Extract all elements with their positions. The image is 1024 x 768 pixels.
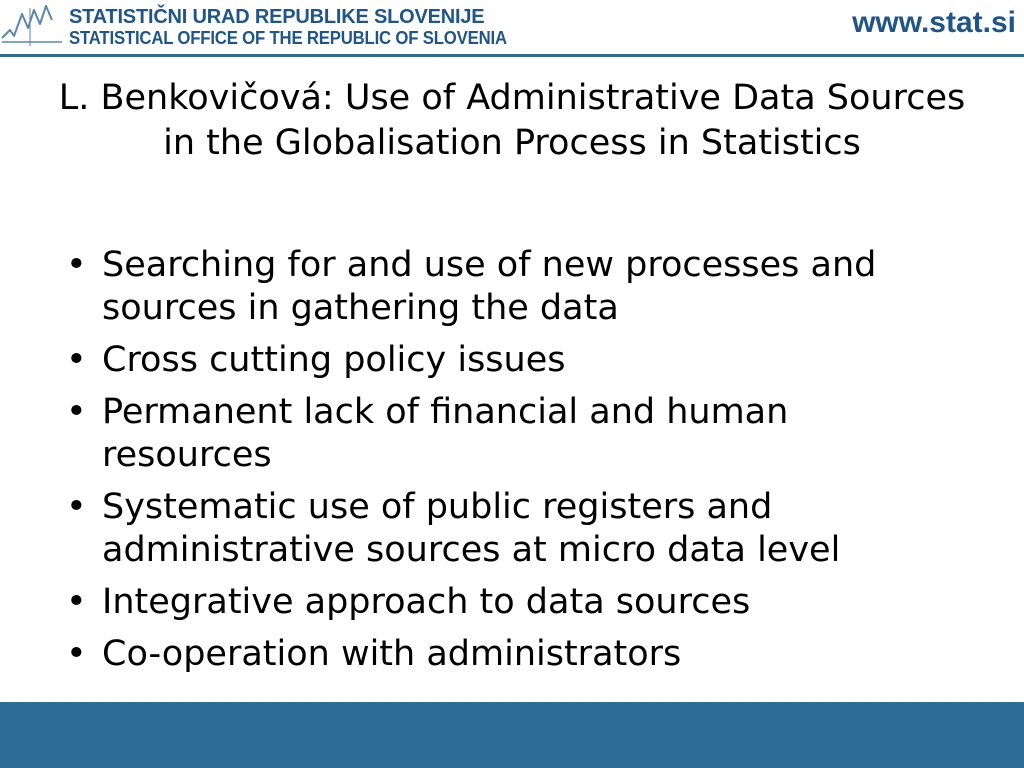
bullet-text: Searching for and use of new processes and sources in gathering the data	[102, 245, 877, 328]
organization-name	[69, 6, 540, 48]
bullet-item	[60, 339, 960, 382]
bullet-text: Systematic use of public registers and administrative sources at micro data level	[102, 487, 841, 570]
organization-name-english: STATISTICAL OFFICE OF THE REPUBLIC OF SLOVENIA	[69, 28, 507, 48]
trend-line-logo-icon	[0, 2, 64, 50]
bullet-marker: •	[66, 582, 87, 622]
header-divider	[0, 54, 1024, 57]
bullet-marker: •	[66, 487, 87, 527]
bullet-item	[60, 486, 960, 572]
bullet-text: Cross cutting policy issues	[102, 340, 566, 380]
bullet-marker: •	[66, 392, 87, 432]
bullet-text: Co-operation with administrators	[102, 634, 682, 674]
organization-name-slovenian: STATISTIČNI URAD REPUBLIKE SLOVENIJE	[69, 6, 485, 28]
bullet-list	[60, 244, 960, 685]
bullet-item	[60, 391, 960, 477]
bullet-text: Permanent lack of financial and human resources	[102, 392, 789, 475]
bullet-text: Integrative approach to data sources	[102, 582, 751, 622]
footer-band	[0, 702, 1024, 768]
slide-header	[0, 0, 1024, 58]
bullet-item	[60, 633, 960, 676]
bullet-marker: •	[66, 634, 87, 674]
bullet-marker: •	[66, 245, 87, 285]
slide-title: L. Benkovičová: Use of Administrative Data Sources in the Globalisation Process in Statistics	[58, 78, 966, 163]
bullet-item	[60, 244, 960, 330]
bullet-item	[60, 581, 960, 624]
website-url: www.stat.si	[852, 6, 1016, 39]
bullet-marker: •	[66, 340, 87, 380]
